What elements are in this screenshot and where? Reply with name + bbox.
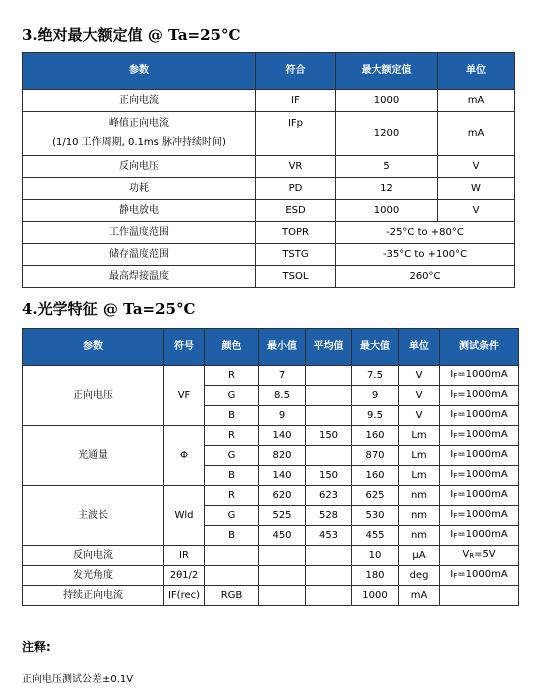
condition-symbol: I — [450, 409, 454, 420]
symbol-cell: Φ — [164, 426, 205, 486]
table-row — [23, 244, 515, 266]
symbol-cell: VR — [256, 156, 336, 178]
color-cell: G — [205, 386, 259, 406]
condition-value: =1000mA — [457, 449, 508, 460]
color-cell — [205, 546, 259, 566]
param-cell: 持续正向电流 — [23, 586, 164, 606]
table-row — [23, 486, 519, 506]
symbol-cell: IR — [164, 546, 205, 566]
table-row — [23, 156, 515, 178]
min-cell: 7 — [259, 366, 306, 386]
value-cell: -25°C to +80°C — [336, 222, 515, 244]
min-cell — [259, 586, 306, 606]
max-cell: 160 — [352, 426, 399, 446]
condition-value: =1000mA — [457, 569, 508, 580]
symbol-cell: TOPR — [256, 222, 336, 244]
absolute-max-ratings-table — [22, 52, 515, 288]
notes-title: 注释: — [22, 640, 51, 654]
param-cell: 光通量 — [23, 426, 164, 486]
table-row — [23, 178, 515, 200]
condition-subscript: F — [453, 472, 458, 480]
condition-cell — [440, 566, 519, 586]
unit-cell: V — [438, 200, 515, 222]
condition-subscript: F — [453, 412, 458, 420]
symbol-cell: TSOL — [256, 266, 336, 288]
symbol-cell: PD — [256, 178, 336, 200]
condition-symbol: I — [450, 489, 454, 500]
color-cell: G — [205, 446, 259, 466]
symbol-cell: ESD — [256, 200, 336, 222]
condition-value: =5V — [474, 549, 496, 560]
t3-header-symbol: 符合 — [256, 53, 336, 90]
symbol-cell: VF — [164, 366, 205, 426]
table-row — [23, 200, 515, 222]
min-cell — [259, 566, 306, 586]
avg-cell — [306, 586, 352, 606]
condition-value: =1000mA — [457, 389, 508, 400]
avg-cell: 528 — [306, 506, 352, 526]
condition-symbol: I — [450, 369, 454, 380]
condition-value: =1000mA — [457, 409, 508, 420]
min-cell: 9 — [259, 406, 306, 426]
table-row — [23, 546, 519, 566]
value-cell: 12 — [336, 178, 438, 200]
avg-cell — [306, 566, 352, 586]
unit-cell: Lm — [399, 446, 440, 466]
value-cell: -35°C to +100°C — [336, 244, 515, 266]
optical-characteristics-table — [22, 328, 519, 606]
condition-subscript: F — [453, 492, 458, 500]
param-cell: 静电放电 — [23, 200, 256, 222]
value-cell: 1200 — [336, 112, 438, 156]
table-row — [23, 426, 519, 446]
value-cell: 1000 — [336, 200, 438, 222]
condition-value: =1000mA — [457, 469, 508, 480]
symbol-cell: TSTG — [256, 244, 336, 266]
avg-cell: 623 — [306, 486, 352, 506]
param-cell: 储存温度范围 — [23, 244, 256, 266]
symbol-cell: Wld — [164, 486, 205, 546]
condition-symbol: I — [450, 569, 454, 580]
condition-subscript: F — [453, 432, 458, 440]
condition-cell — [440, 506, 519, 526]
symbol-cell: 2θ1/2 — [164, 566, 205, 586]
table-row — [23, 366, 519, 386]
color-cell: B — [205, 466, 259, 486]
condition-value: =1000mA — [457, 529, 508, 540]
avg-cell: 150 — [306, 466, 352, 486]
condition-cell — [440, 446, 519, 466]
param-cell: 反向电压 — [23, 156, 256, 178]
unit-cell: nm — [399, 526, 440, 546]
avg-cell — [306, 386, 352, 406]
max-cell: 530 — [352, 506, 399, 526]
condition-cell — [440, 406, 519, 426]
t4-header-param: 参数 — [23, 329, 164, 366]
min-cell: 450 — [259, 526, 306, 546]
unit-cell: mA — [438, 90, 515, 112]
condition-value: =1000mA — [457, 509, 508, 520]
condition-symbol: I — [450, 429, 454, 440]
max-cell: 160 — [352, 466, 399, 486]
unit-cell: deg — [399, 566, 440, 586]
min-cell: 140 — [259, 466, 306, 486]
unit-cell: μA — [399, 546, 440, 566]
value-cell: 260°C — [336, 266, 515, 288]
param-label: 峰值正向电流 — [109, 118, 169, 129]
table-row — [23, 222, 515, 244]
color-cell: RGB — [205, 586, 259, 606]
condition-symbol: I — [450, 529, 454, 540]
condition-cell — [440, 546, 519, 566]
section4-title: 4.光学特征 @ Ta=25°C — [22, 300, 196, 318]
color-cell: R — [205, 366, 259, 386]
unit-cell: W — [438, 178, 515, 200]
param-cell — [23, 112, 256, 156]
color-cell: G — [205, 506, 259, 526]
t4-header-min: 最小值 — [259, 329, 306, 366]
min-cell: 525 — [259, 506, 306, 526]
param-cell: 发光角度 — [23, 566, 164, 586]
color-cell — [205, 566, 259, 586]
param-cell: 正向电压 — [23, 366, 164, 426]
symbol-cell: IF — [256, 90, 336, 112]
min-cell — [259, 546, 306, 566]
avg-cell — [306, 546, 352, 566]
condition-value: =1000mA — [457, 369, 508, 380]
condition-symbol: I — [450, 389, 454, 400]
avg-cell — [306, 366, 352, 386]
condition-symbol: I — [450, 469, 454, 480]
max-cell: 9.5 — [352, 406, 399, 426]
avg-cell — [306, 446, 352, 466]
condition-subscript: F — [453, 392, 458, 400]
param-note: (1/10 工作周期, 0.1ms 脉冲持续时间) — [52, 137, 226, 148]
avg-cell — [306, 406, 352, 426]
condition-subscript: R — [469, 552, 475, 560]
value-cell: 1000 — [336, 90, 438, 112]
t4-header-symbol: 符号 — [164, 329, 205, 366]
max-cell: 7.5 — [352, 366, 399, 386]
param-cell: 工作温度范围 — [23, 222, 256, 244]
t4-header-color: 颜色 — [205, 329, 259, 366]
condition-subscript: F — [453, 532, 458, 540]
table-row — [23, 90, 515, 112]
table-row — [23, 566, 519, 586]
max-cell: 455 — [352, 526, 399, 546]
value-cell: 5 — [336, 156, 438, 178]
t4-header-condition: 测试条件 — [440, 329, 519, 366]
param-cell: 反向电流 — [23, 546, 164, 566]
param-cell: 最高焊接温度 — [23, 266, 256, 288]
t4-header-max: 最大值 — [352, 329, 399, 366]
condition-cell — [440, 466, 519, 486]
t4-header-avg: 平均值 — [306, 329, 352, 366]
unit-cell: mA — [399, 586, 440, 606]
unit-cell: V — [399, 366, 440, 386]
param-cell: 功耗 — [23, 178, 256, 200]
min-cell: 620 — [259, 486, 306, 506]
condition-subscript: F — [453, 572, 458, 580]
max-cell: 625 — [352, 486, 399, 506]
min-cell: 820 — [259, 446, 306, 466]
unit-cell: V — [438, 156, 515, 178]
min-cell: 8.5 — [259, 386, 306, 406]
condition-cell — [440, 486, 519, 506]
max-cell: 10 — [352, 546, 399, 566]
unit-cell: Lm — [399, 426, 440, 446]
avg-cell: 453 — [306, 526, 352, 546]
condition-value: =1000mA — [457, 489, 508, 500]
t3-header-max: 最大额定值 — [336, 53, 438, 90]
section3-title: 3.绝对最大额定值 @ Ta=25°C — [22, 26, 241, 44]
color-cell: R — [205, 486, 259, 506]
t3-header-unit: 单位 — [438, 53, 515, 90]
color-cell: B — [205, 526, 259, 546]
unit-cell: V — [399, 406, 440, 426]
symbol-cell: IF(rec) — [164, 586, 205, 606]
condition-cell — [440, 366, 519, 386]
max-cell: 180 — [352, 566, 399, 586]
t4-header-unit: 单位 — [399, 329, 440, 366]
notes-text: 正向电压测试公差±0.1V — [22, 674, 134, 685]
condition-cell — [440, 386, 519, 406]
table-row — [23, 586, 519, 606]
color-cell: R — [205, 426, 259, 446]
condition-symbol: I — [450, 509, 454, 520]
condition-subscript: F — [453, 372, 458, 380]
condition-subscript: F — [453, 512, 458, 520]
param-cell: 主波长 — [23, 486, 164, 546]
unit-cell: V — [399, 386, 440, 406]
max-cell: 870 — [352, 446, 399, 466]
unit-cell: nm — [399, 506, 440, 526]
table-row — [23, 112, 515, 156]
unit-cell: nm — [399, 486, 440, 506]
max-cell: 1000 — [352, 586, 399, 606]
symbol-cell: IFp — [256, 112, 336, 156]
min-cell: 140 — [259, 426, 306, 446]
unit-cell: mA — [438, 112, 515, 156]
t3-header-param: 参数 — [23, 53, 256, 90]
condition-cell — [440, 526, 519, 546]
condition-cell — [440, 426, 519, 446]
condition-symbol: I — [450, 449, 454, 460]
param-cell: 正向电流 — [23, 90, 256, 112]
table-row — [23, 266, 515, 288]
condition-cell — [440, 586, 519, 606]
color-cell: B — [205, 406, 259, 426]
condition-subscript: F — [453, 452, 458, 460]
condition-value: =1000mA — [457, 429, 508, 440]
max-cell: 9 — [352, 386, 399, 406]
condition-symbol: V — [462, 549, 470, 560]
unit-cell: Lm — [399, 466, 440, 486]
avg-cell: 150 — [306, 426, 352, 446]
